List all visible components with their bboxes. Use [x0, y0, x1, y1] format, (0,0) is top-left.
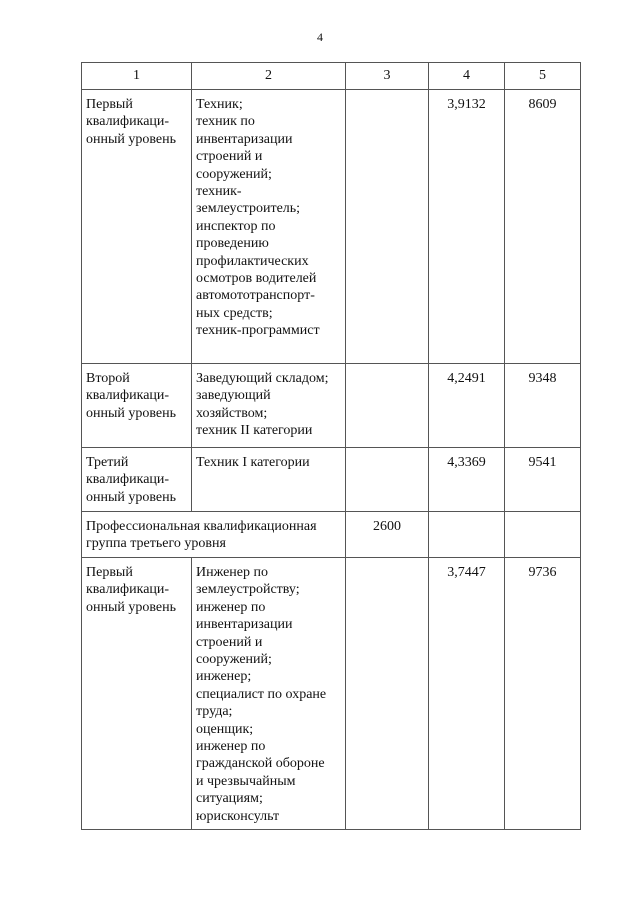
header-col-3: 3: [346, 63, 429, 90]
coefficient: 3,9132: [429, 90, 505, 364]
empty-cell: [429, 512, 505, 558]
col3-value: [346, 448, 429, 512]
qualification-level: Второй квалификаци- онный уровень: [82, 364, 192, 448]
group-row: [82, 512, 581, 558]
header-col-1: 1: [82, 63, 192, 90]
positions-list: Заведующий складом; заведующий хозяйством; техник II категории: [192, 364, 346, 448]
coefficient: 4,3369: [429, 448, 505, 512]
salary: 9736: [505, 558, 581, 830]
col3-value: [346, 558, 429, 830]
qualification-level: Первый квалификаци- онный уровень: [82, 90, 192, 364]
salary: 9541: [505, 448, 581, 512]
qualification-level: Третий квалификаци- онный уровень: [82, 448, 192, 512]
header-row: [82, 63, 581, 90]
coefficient: 4,2491: [429, 364, 505, 448]
positions-list: Техник; техник по инвентаризации строений и сооружений; техник- землеустроитель; инспектор по проведению профилактических осмотров водителей автомототранспорт- ных средств; техник-программист: [192, 90, 346, 364]
salary: 8609: [505, 90, 581, 364]
col3-value: [346, 90, 429, 364]
header-col-4: 4: [429, 63, 505, 90]
table-row: [82, 90, 581, 364]
salary-table: [81, 62, 581, 830]
col3-value: [346, 364, 429, 448]
qualification-level: Первый квалификаци- онный уровень: [82, 558, 192, 830]
positions-list: Инженер по землеустройству; инженер по инвентаризации строений и сооружений; инженер; специалист по охране труда; оценщик; инженер по гражданской обороне и чрезвычайным ситуациям; юрисконсульт: [192, 558, 346, 830]
table-row: [82, 448, 581, 512]
coefficient: 3,7447: [429, 558, 505, 830]
page-number: 4: [317, 30, 323, 44]
header-col-5: 5: [505, 63, 581, 90]
group-title: Профессиональная квалификационная группа третьего уровня: [82, 512, 346, 558]
table-row: [82, 558, 581, 830]
table-row: [82, 364, 581, 448]
positions-list: Техник I категории: [192, 448, 346, 512]
empty-cell: [505, 512, 581, 558]
salary: 9348: [505, 364, 581, 448]
group-base: 2600: [346, 512, 429, 558]
header-col-2: 2: [192, 63, 346, 90]
